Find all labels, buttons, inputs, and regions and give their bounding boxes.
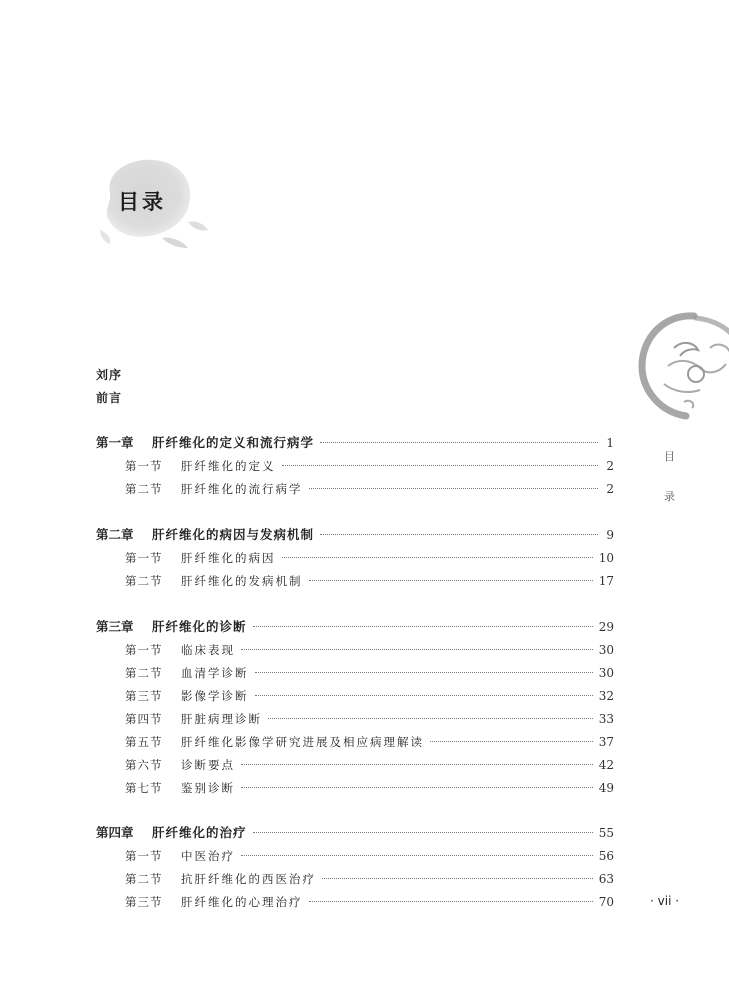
dot-leader	[309, 488, 599, 489]
section-title: 肝纤维化的病因	[181, 551, 276, 565]
dot-leader	[255, 695, 593, 696]
section-page: 42	[598, 758, 614, 772]
toc-chapter-4[interactable]	[96, 824, 614, 842]
section-title: 肝纤维化的流行病学	[181, 482, 303, 496]
chapter-number: 第一章	[96, 435, 134, 450]
toc-section[interactable]	[96, 756, 614, 774]
section-number: 第一节	[125, 551, 163, 565]
section-title: 肝纤维化影像学研究进展及相应病理解读	[181, 735, 424, 749]
section-page: 2	[606, 482, 614, 496]
toc-section[interactable]	[96, 687, 614, 705]
dot-leader	[241, 855, 593, 856]
toc-section[interactable]	[96, 641, 614, 659]
front-matter-label: 前言	[96, 391, 123, 405]
section-page: 17	[598, 574, 614, 588]
side-label-lu: 录	[664, 490, 675, 503]
section-number: 第六节	[125, 758, 163, 772]
section-number: 第四节	[125, 712, 163, 726]
side-seal-decoration	[634, 308, 729, 438]
section-title: 肝脏病理诊断	[181, 712, 262, 726]
section-title: 诊断要点	[181, 758, 235, 772]
section-page: 30	[598, 643, 614, 657]
section-page: 56	[598, 849, 614, 863]
section-title: 血清学诊断	[181, 666, 249, 680]
chapter-title: 肝纤维化的定义和流行病学	[152, 435, 315, 450]
chapter-page: 29	[598, 620, 614, 634]
front-matter-item[interactable]	[96, 366, 614, 384]
page-title: 目录	[118, 190, 166, 214]
chapter-number: 第四章	[96, 825, 134, 840]
section-number: 第二节	[125, 666, 163, 680]
section-title: 中医治疗	[181, 849, 235, 863]
section-page: 30	[598, 666, 614, 680]
dot-leader	[320, 534, 598, 535]
section-number: 第二节	[125, 872, 163, 886]
chapter-title: 肝纤维化的治疗	[152, 825, 247, 840]
toc-section[interactable]	[96, 870, 614, 888]
chapter-page: 1	[606, 436, 614, 450]
front-matter-label: 刘序	[96, 368, 123, 382]
section-title: 肝纤维化的发病机制	[181, 574, 303, 588]
toc-section[interactable]	[96, 664, 614, 682]
dot-leader	[241, 649, 593, 650]
section-page: 37	[598, 735, 614, 749]
chapter-page: 55	[598, 826, 614, 840]
dot-leader	[282, 557, 593, 558]
section-number: 第二节	[125, 482, 163, 496]
section-number: 第三节	[125, 689, 163, 703]
section-page: 32	[598, 689, 614, 703]
toc-chapter-1[interactable]	[96, 434, 614, 452]
section-title: 肝纤维化的心理治疗	[181, 895, 303, 909]
toc-section[interactable]	[96, 733, 614, 751]
toc-section[interactable]	[96, 847, 614, 865]
section-page: 49	[598, 781, 614, 795]
toc-section[interactable]	[96, 572, 614, 590]
dot-leader	[241, 787, 593, 788]
section-title: 抗肝纤维化的西医治疗	[181, 872, 316, 886]
toc-section[interactable]	[96, 893, 614, 911]
section-number: 第一节	[125, 849, 163, 863]
chapter-number: 第二章	[96, 527, 134, 542]
dot-leader	[253, 626, 593, 627]
dot-leader	[253, 832, 593, 833]
section-number: 第二节	[125, 574, 163, 588]
toc-section[interactable]	[96, 457, 614, 475]
toc-section[interactable]	[96, 480, 614, 498]
dot-leader	[309, 580, 593, 581]
section-title: 临床表现	[181, 643, 235, 657]
section-page: 10	[598, 551, 614, 565]
front-matter-item[interactable]	[96, 389, 614, 407]
chapter-number: 第三章	[96, 619, 134, 634]
section-title: 影像学诊断	[181, 689, 249, 703]
page-number: · vii ·	[650, 894, 680, 908]
dot-leader	[268, 718, 593, 719]
dot-leader	[322, 878, 593, 879]
dot-leader	[430, 741, 593, 742]
section-title: 鉴别诊断	[181, 781, 235, 795]
toc-chapter-2[interactable]	[96, 526, 614, 544]
side-label-mu: 目	[664, 450, 675, 463]
section-number: 第三节	[125, 895, 163, 909]
section-title: 肝纤维化的定义	[181, 459, 276, 473]
toc-section[interactable]	[96, 549, 614, 567]
chapter-title: 肝纤维化的诊断	[152, 619, 247, 634]
dot-leader	[320, 442, 598, 443]
section-number: 第一节	[125, 459, 163, 473]
section-number: 第五节	[125, 735, 163, 749]
section-page: 63	[598, 872, 614, 886]
dot-leader	[255, 672, 593, 673]
toc-section[interactable]	[96, 710, 614, 728]
toc-section[interactable]	[96, 779, 614, 797]
section-page: 33	[598, 712, 614, 726]
section-page: 2	[606, 459, 614, 473]
section-number: 第七节	[125, 781, 163, 795]
toc-chapter-3[interactable]	[96, 618, 614, 636]
dot-leader	[309, 901, 593, 902]
chapter-title: 肝纤维化的病因与发病机制	[152, 527, 315, 542]
dot-leader	[282, 465, 599, 466]
section-page: 70	[598, 895, 614, 909]
section-number: 第一节	[125, 643, 163, 657]
dot-leader	[241, 764, 593, 765]
chapter-page: 9	[606, 528, 614, 542]
